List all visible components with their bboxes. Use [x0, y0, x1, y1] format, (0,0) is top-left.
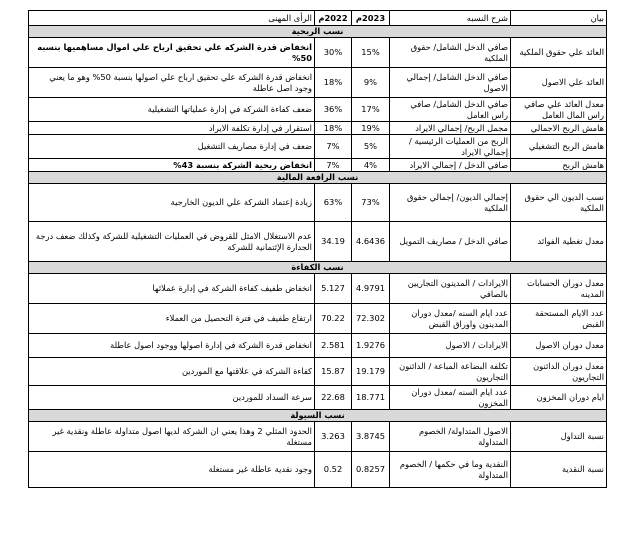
ratio-name: نسب الديون الي حقوق الملكية — [511, 184, 607, 222]
value-2022: 30% — [315, 38, 352, 68]
value-2022: 3.263 — [315, 422, 352, 452]
table-row — [29, 98, 607, 122]
ratio-definition: الاصول المتداولة/ الخصوم المتداولة — [390, 422, 511, 452]
ratio-name: نسبة التداول — [511, 422, 607, 452]
professional-opinion: كفاءة الشركة في علاقتها مع الموردين — [29, 358, 315, 386]
value-2022: 15.87 — [315, 358, 352, 386]
table-row — [29, 122, 607, 135]
section-title: نسب الرافعة المالية — [29, 172, 607, 184]
ratio-name: ايام دوران المخزون — [511, 386, 607, 410]
ratio-name: معدل العائد علي صافي راس المال العامل — [511, 98, 607, 122]
value-2022: 63% — [315, 184, 352, 222]
ratio-definition: تكلفة البضاعة المباعة / الدائنون التجاريون — [390, 358, 511, 386]
table-row — [29, 135, 607, 159]
value-2023: 19% — [352, 122, 390, 135]
ratio-definition: الايرادات / الاصول — [390, 334, 511, 358]
value-2023: 72.302 — [352, 304, 390, 334]
header-definition: شرح النسبه — [390, 11, 511, 26]
value-2022: 7% — [315, 135, 352, 159]
table-row — [29, 452, 607, 488]
professional-opinion: انخفاض ربحية الشركة بنسبة 43% — [29, 159, 315, 172]
value-2023: 17% — [352, 98, 390, 122]
ratio-name: عدد الايام المستحقة القبض — [511, 304, 607, 334]
ratio-name: هامش الربح التشغيلي — [511, 135, 607, 159]
section-title: نسب السيولة — [29, 410, 607, 422]
ratio-name: نسبة النقدية — [511, 452, 607, 488]
value-2023: 1.9276 — [352, 334, 390, 358]
value-2022: 70.22 — [315, 304, 352, 334]
ratio-definition: إجمالي الديون/ إجمالي حقوق الملكية — [390, 184, 511, 222]
header-row — [29, 11, 607, 26]
value-2022: 34.19 — [315, 222, 352, 262]
ratio-definition: النقدية وما في حكمها / الخصوم المتداولة — [390, 452, 511, 488]
value-2023: 18.771 — [352, 386, 390, 410]
table-row — [29, 358, 607, 386]
ratio-name: هامش الربح — [511, 159, 607, 172]
ratio-definition: الايرادات / المدينون التجاريين بالصافي — [390, 274, 511, 304]
ratio-definition: مجمل الربح/ إجمالي الايراد — [390, 122, 511, 135]
section-title: نسب الربحية — [29, 26, 607, 38]
value-2023: 4.6436 — [352, 222, 390, 262]
value-2022: 18% — [315, 68, 352, 98]
ratio-definition: صافي الدخل الشامل/ صافي راس العامل — [390, 98, 511, 122]
ratio-definition: عدد ايام السنه /معدل دوران المدينون واوراق القبض — [390, 304, 511, 334]
table-row — [29, 38, 607, 68]
ratio-name: معدل تغطية الفوائد — [511, 222, 607, 262]
ratio-name: هامش الربح الاجمالي — [511, 122, 607, 135]
table-row — [29, 304, 607, 334]
value-2023: 15% — [352, 38, 390, 68]
ratio-name: معدل دوران الاصول — [511, 334, 607, 358]
value-2022: 0.52 — [315, 452, 352, 488]
ratio-name: معدل دوران الحسابات المدينه — [511, 274, 607, 304]
header-opinion: الرأى المهنى — [29, 11, 315, 26]
ratio-definition: صافي الدخل الشامل/ إجمالي الاصول — [390, 68, 511, 98]
table-row — [29, 274, 607, 304]
section-header-row — [29, 172, 607, 184]
value-2023: 5% — [352, 135, 390, 159]
value-2023: 19.179 — [352, 358, 390, 386]
ratio-definition: صافي الدخل الشامل/ حقوق الملكية — [390, 38, 511, 68]
professional-opinion: سرعة السداد للموردين — [29, 386, 315, 410]
professional-opinion: انخفاض قدرة الشركة في إدارة اصولها ووجود اصول عاطلة — [29, 334, 315, 358]
table-row — [29, 334, 607, 358]
table-row — [29, 386, 607, 410]
value-2023: 4.9791 — [352, 274, 390, 304]
professional-opinion: ضعف كفاءة الشركة في إدارة عملياتها التشغيلية — [29, 98, 315, 122]
professional-opinion: وجود نقدية عاطلة غير مستغلة — [29, 452, 315, 488]
value-2022: 2.581 — [315, 334, 352, 358]
value-2023: 9% — [352, 68, 390, 98]
header-2022: 2022م — [315, 11, 352, 26]
ratio-definition: صافي الدخل / إجمالي الايراد — [390, 159, 511, 172]
professional-opinion: انخفاض طفيف كفاءة الشركة في إدارة عملائها — [29, 274, 315, 304]
ratio-definition: الربح من العمليات الرئيسية / إجمالي الايراد — [390, 135, 511, 159]
professional-opinion: الحدود المثلي 2 وهذا يعني ان الشركة لديها اصول متداولة عاطلة ونقدية غير مستغلة — [29, 422, 315, 452]
professional-opinion: انخفاض قدرة الشركه علي تحقيق ارباح علي اموال مساهميها بنسبه 50% — [29, 38, 315, 68]
section-header-row — [29, 26, 607, 38]
value-2022: 36% — [315, 98, 352, 122]
table-row — [29, 222, 607, 262]
value-2023: 3.8745 — [352, 422, 390, 452]
professional-opinion: ارتفاع طفيف في فترة التحصيل من العملاء — [29, 304, 315, 334]
value-2023: 4% — [352, 159, 390, 172]
ratio-definition: صافي الدخل / مصاريف التمويل — [390, 222, 511, 262]
financial-ratios-table — [28, 10, 607, 488]
section-title: نسب الكفاءة — [29, 262, 607, 274]
value-2022: 18% — [315, 122, 352, 135]
professional-opinion: استقرار في إدارة تكلفة الايراد — [29, 122, 315, 135]
value-2022: 22.68 — [315, 386, 352, 410]
ratio-name: معدل دوران الدائنون التجاريون — [511, 358, 607, 386]
header-name: بيان — [511, 11, 607, 26]
professional-opinion: انخفاض قدرة الشركة علي تحقيق ارباح علي اصولها بنسبة 50% وهو ما يعني وجود اصل عاطلة — [29, 68, 315, 98]
professional-opinion: زيادة إعتماد الشركة علي الديون الخارجية — [29, 184, 315, 222]
table-body — [29, 11, 607, 488]
section-header-row — [29, 262, 607, 274]
value-2023: 0.8257 — [352, 452, 390, 488]
value-2022: 7% — [315, 159, 352, 172]
table-row — [29, 422, 607, 452]
table-row — [29, 68, 607, 98]
table-row — [29, 184, 607, 222]
ratio-name: العائد علي حقوق الملكية — [511, 38, 607, 68]
header-2023: 2023م — [352, 11, 390, 26]
ratio-definition: عدد ايام السنه /معدل دوران المخزون — [390, 386, 511, 410]
professional-opinion: ضعف في إدارة مصاريف التشغيل — [29, 135, 315, 159]
professional-opinion: عدم الاستغلال الامثل للقروض في العمليات التشغيلية للشركة وكذلك ضعف درجة الجدارة الإئتمانية للشركة — [29, 222, 315, 262]
value-2023: 73% — [352, 184, 390, 222]
table-row — [29, 159, 607, 172]
section-header-row — [29, 410, 607, 422]
value-2022: 5.127 — [315, 274, 352, 304]
ratio-name: العائد علي الاصول — [511, 68, 607, 98]
